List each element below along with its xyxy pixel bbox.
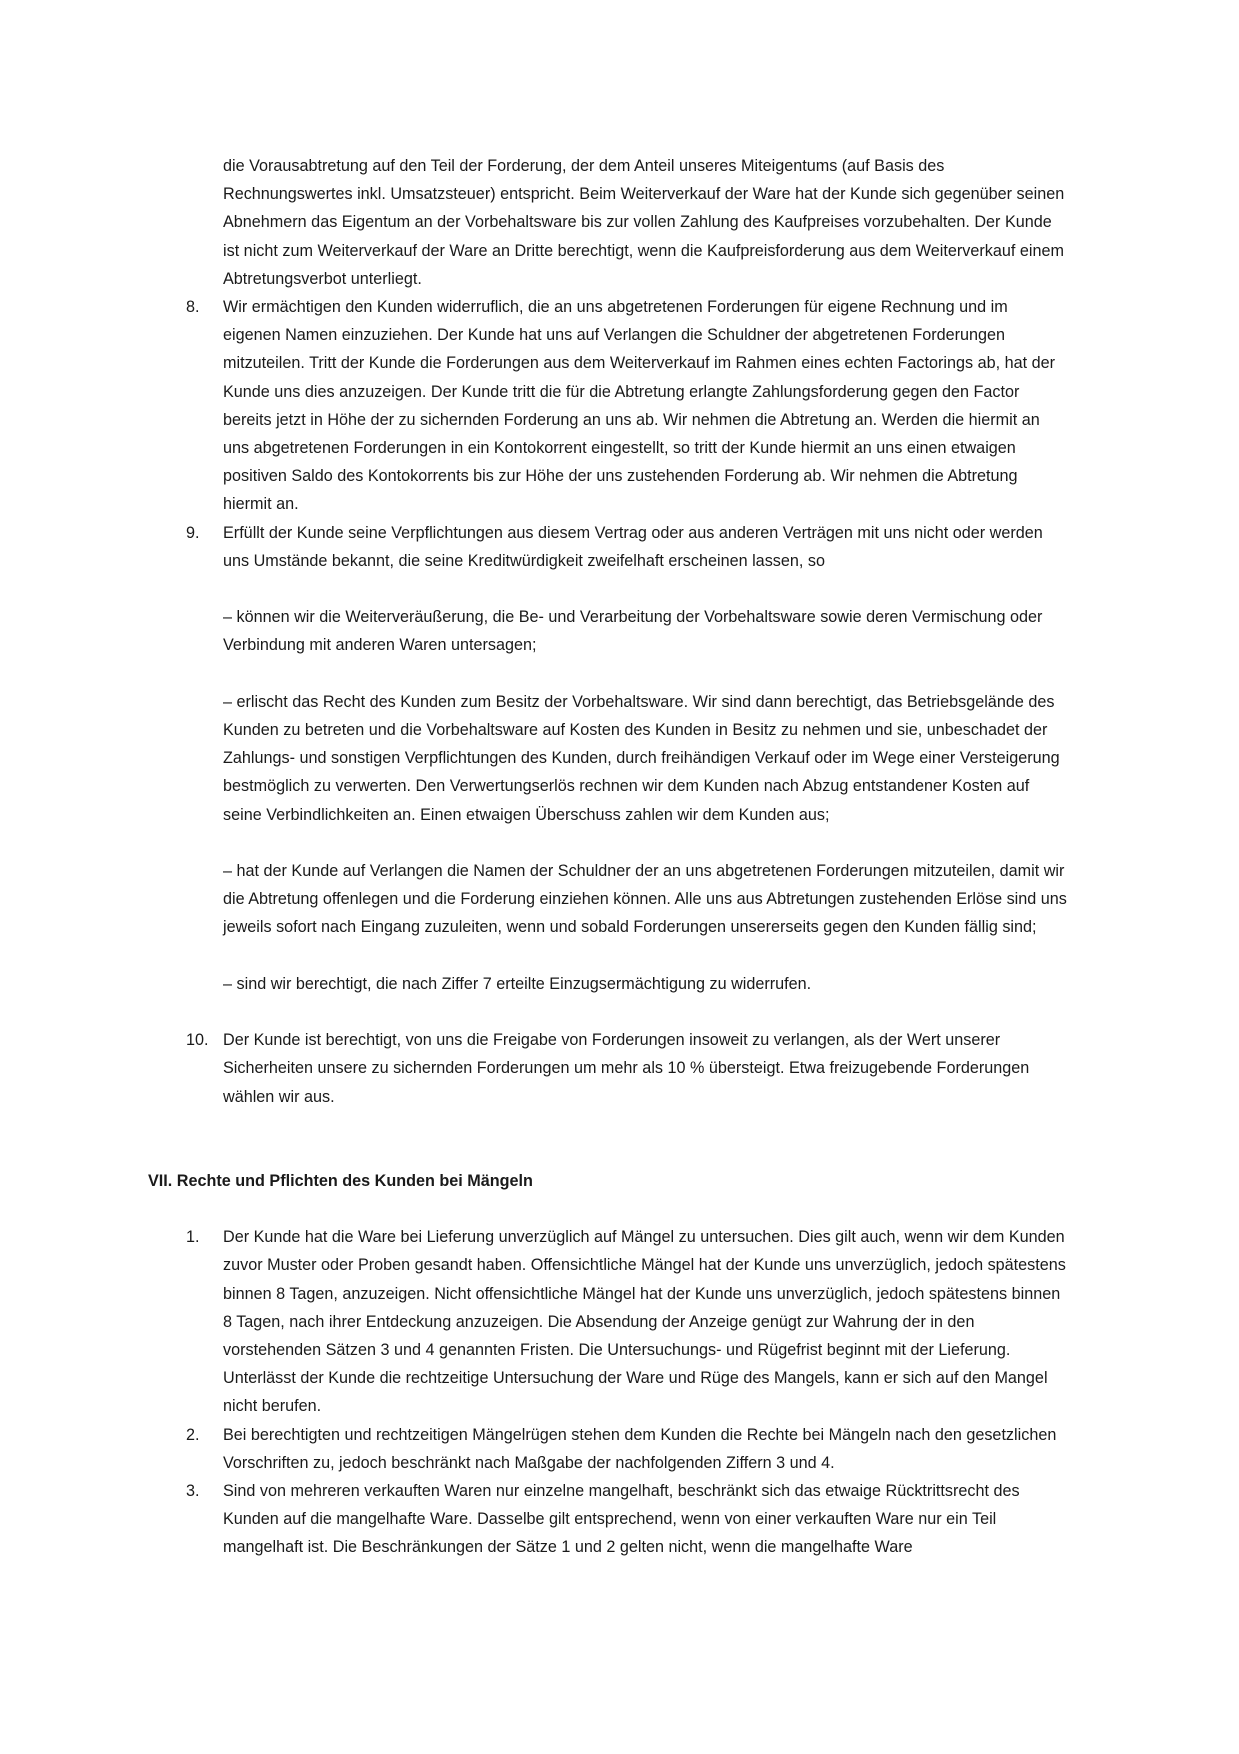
- section-item-1: [148, 1223, 1068, 1420]
- sub-item: – erlischt das Recht des Kunden zum Besitz der Vorbehaltsware. Wir sind dann berechtigt, das Betriebsgelände des Kunden zu betreten und die Vorbehaltsware auf Kosten des Kunden in Besitz zu nehmen und sie, unbeschadet der Zahlungs- und sonstigen Verpflichtungen des Kunden, durch freihändigen Verkauf oder im Wege einer Versteigerung bestmöglich zu verwerten. Den Verwertungserlös rechnen wir dem Kunden nach Abzug entstandener Kosten auf seine Verbindlichkeiten an. Einen etwaigen Überschuss zahlen wir dem Kunden aus;: [223, 692, 1060, 824]
- list-item-9: [148, 519, 1068, 575]
- section-heading: VII. Rechte und Pflichten des Kunden bei Mängeln: [148, 1171, 533, 1190]
- item-text: Erfüllt der Kunde seine Verpflichtungen aus diesem Vertrag oder aus anderen Verträgen mit uns nicht oder werden uns Umstände bekannt, die seine Kreditwürdigkeit zweifelhaft erscheinen lassen, so: [223, 523, 1043, 570]
- item-text: Der Kunde hat die Ware bei Lieferung unverzüglich auf Mängel zu untersuchen. Dies gilt auch, wenn wir dem Kunden zuvor Muster oder Proben gesandt haben. Offensichtliche Mängel hat der Kunde uns unverzüglich, jedoch spätestens binnen 8 Tagen, anzuzeigen. Nicht offensichtliche Mängel hat der Kunde uns unverzüglich, jedoch spätestens binnen 8 Tagen, nach ihrer Entdeckung anzuzeigen. Die Absendung der Anzeige genügt zur Wahrung der in den vorstehenden Sätzen 3 und 4 genannten Fristen. Die Untersuchungs- und Rügefrist beginnt mit der Lieferung. Unterlässt der Kunde die rechtzeitige Untersuchung der Ware und Rüge des Mangels, kann er sich auf den Mangel nicht berufen.: [223, 1228, 1066, 1416]
- list-item-10: [148, 1026, 1068, 1111]
- item-number: 9.: [186, 523, 200, 542]
- item-number: 10.: [186, 1031, 209, 1050]
- section-item-3: [148, 1477, 1068, 1562]
- item-number: 1.: [186, 1228, 200, 1247]
- continuation-paragraph: die Vorausabtretung auf den Teil der Forderung, der dem Anteil unseres Miteigentums (auf Basis des Rechnungswertes inkl. Umsatzsteuer) entspricht. Beim Weiterverkauf der Ware hat der Kunde sich gegenüber seinen Abnehmern das Eigentum an der Vorbehaltsware bis zur vollen Zahlung des Kaufpreises vorzubehalten. Der Kunde ist nicht zum Weiterverkauf der Ware an Dritte berechtigt, wenn die Kaufpreisforderung aus dem Weiterverkauf einem Abtretungsverbot unterliegt.: [223, 157, 1065, 288]
- document-body: [148, 152, 1068, 1562]
- item-text: Bei berechtigten und rechtzeitigen Mängelrügen stehen dem Kunden die Rechte bei Mängeln nach den gesetzlichen Vorschriften zu, jedoch beschränkt nach Maßgabe der nachfolgenden Ziffern 3 und 4.: [223, 1425, 1057, 1472]
- item-number: 8.: [186, 298, 200, 317]
- sub-item: – sind wir berechtigt, die nach Ziffer 7 erteilte Einzugsermächtigung zu widerrufen.: [223, 974, 812, 993]
- item-text: Der Kunde ist berechtigt, von uns die Freigabe von Forderungen insoweit zu verlangen, als der Wert unserer Sicherheiten unsere zu sichernden Forderungen um mehr als 10 % übersteigt. Etwa freizugebende Forderungen wählen wir aus.: [223, 1031, 1030, 1106]
- list-item-8: [148, 293, 1068, 519]
- sub-item: – hat der Kunde auf Verlangen die Namen der Schuldner der an uns abgetretenen Forderungen mitzuteilen, damit wir die Abtretung offenlegen und die Forderung einziehen können. Alle uns aus Abtretungen zustehenden Erlöse sind uns jeweils sofort nach Eingang zuzuleiten, wenn und sobald Forderungen unsererseits gegen den Kunden fällig sind;: [223, 862, 1067, 937]
- item-text: Sind von mehreren verkauften Waren nur einzelne mangelhaft, beschränkt sich das etwaige Rücktrittsrecht des Kunden auf die mangelhafte Ware. Dasselbe gilt entsprechend, wenn von einer verkauften Ware nur ein Teil mangelhaft ist. Die Beschränkungen der Sätze 1 und 2 gelten nicht, wenn die mangelhafte Ware: [223, 1482, 1020, 1557]
- sub-item: – können wir die Weiterveräußerung, die Be- und Verarbeitung der Vorbehaltsware sowie deren Vermischung oder Verbindung mit anderen Waren untersagen;: [223, 608, 1043, 655]
- item-number: 3.: [186, 1482, 200, 1501]
- item-number: 2.: [186, 1425, 200, 1444]
- section-item-2: [148, 1421, 1068, 1477]
- item-text: Wir ermächtigen den Kunden widerruflich, die an uns abgetretenen Forderungen für eigene Rechnung und im eigenen Namen einzuziehen. Der Kunde hat uns auf Verlangen die Schuldner der abgetretenen Forderungen mitzuteilen. Tritt der Kunde die Forderungen aus dem Weiterverkauf im Rahmen eines echten Factorings ab, hat der Kunde uns dies anzuzeigen. Der Kunde tritt die für die Abtretung erlangte Zahlungsforderung gegen den Factor bereits jetzt in Höhe der zu sichernden Forderung an uns ab. Wir nehmen die Abtretung an. Werden die hiermit an uns abgetretenen Forderungen in ein Kontokorrent eingestellt, so tritt der Kunde hiermit an uns einen etwaigen positiven Saldo des Kontokorrents bis zur Höhe der uns zustehenden Forderung ab. Wir nehmen die Abtretung hiermit an.: [223, 298, 1055, 514]
